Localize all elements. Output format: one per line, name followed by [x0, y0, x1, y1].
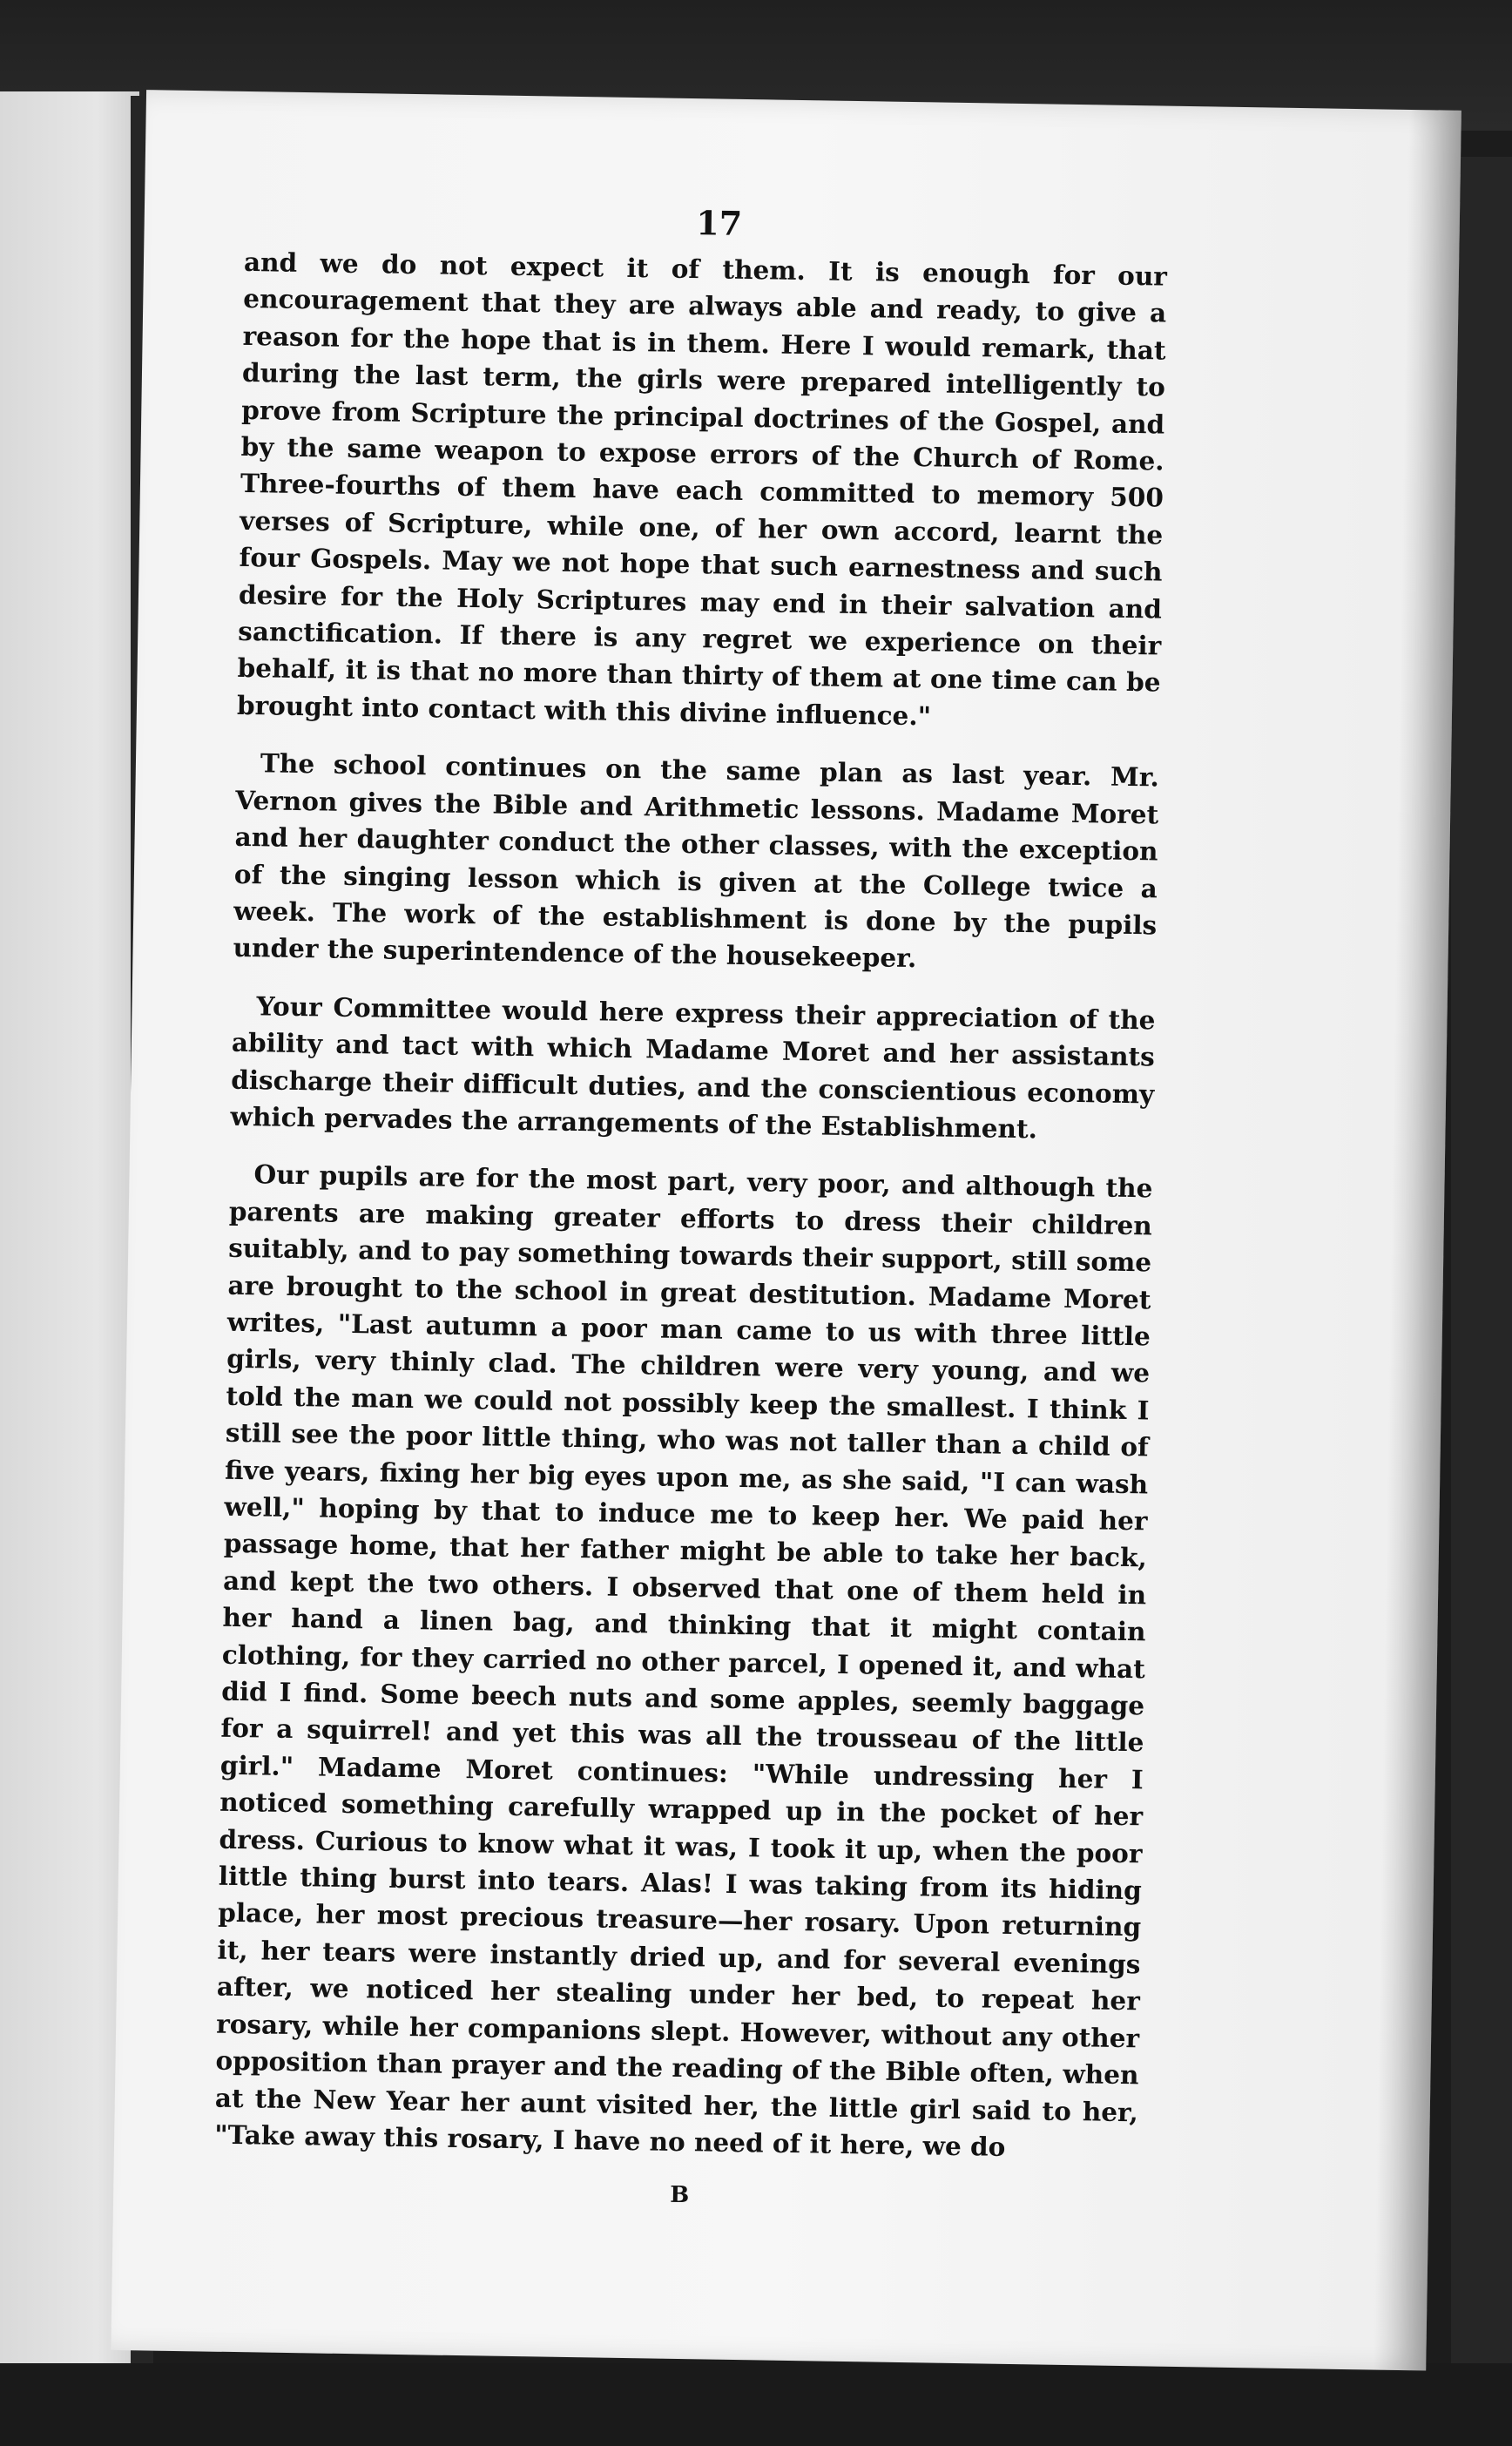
paragraph-2: The school continues on the same plan as last year. Mr. Vernon gives the Bible and Arithmetic lessons. Madame Moret and her daughter conduct the other classes, with the exception of the singing lesson which is given at the College twice a week. The work of the establishment is done by the pupils under the superintendence of the housekeeper.	[233, 747, 1160, 974]
scan-background-bottom	[0, 2363, 1512, 2446]
page-number: 17	[695, 203, 743, 243]
paragraph-4: Our pupils are for the most part, very poor, and although the parents are making greater efforts to dress their children suitably, and to pay something towards their support, still some are brought to the school in great destitution. Madame Moret writes, "Last autumn a poor man came to us with three little girls, very thinly clad. The children were very young, and we told the man we could not possibly keep the smallest. I think I still see the poor little thing, who was not taller than a child of five years, fixing her big eyes upon me, as she said, "I can wash well," hoping by that to induce me to keep her. We paid her passage home, that her father might be able to take her back, and kept the two others. I observed that one of them held in her hand a linen bag, and thinking that it might contain clothing, for they carried no other parcel, I opened it, and what did I find. Some beech nuts and some apples, seemly baggage for a squirrel! and yet this was all the trousseau of the little girl." Madame Moret continues: "While undressing her I noticed something carefully wrapped up in the pocket of her dress. Curious to know what it was, I took it up, when the poor little thing burst into tears. Alas! I was taking from its hiding place, her most precious treasure—her rosary. Upon returning it, her tears were instantly dried up, and for several evenings after, we noticed her stealing under her bed, to repeat her rosary, while her companions slept. However, without any other opposition than prayer and the reading of the Bible often, when at the New Year her aunt visited her, the little girl said to her, "Take away this rosary, I have no need of it here, we do	[213, 1159, 1153, 2162]
scan-background-right	[1451, 157, 1512, 2387]
paragraph-3: Your Committee would here express their appreciation of the ability and tact with which Madame Moret and her assistants discharge their difficult duties, and the conscientious economy which pervades the arrangements of the Establishment.	[230, 990, 1156, 1145]
book-page	[111, 90, 1461, 2370]
page-edge-shadow	[1374, 110, 1461, 2371]
page-text	[213, 203, 1168, 2220]
paragraph-1: and we do not expect it of them. It is enough for our encouragement that they are always able and ready, to give a reason for the hope that is in them. Here I would remark, that during the last term, the girls were prepared intelligently to prove from Scripture the principal doctrines of the Gospel, and by the same weapon to expose errors of the Church of Rome. Three-fourths of them have each committed to memory 500 verses of Scripture, while one, of her own accord, learnt the four Gospels. May we not hope that such earnestness and such desire for the Holy Scriptures may end in their salvation and sanctification. If there is any regret we experience on their behalf, it is that no more than thirty of them at one time can be brought into contact with this divine influence."	[236, 246, 1168, 732]
signature-mark: B	[669, 2182, 690, 2209]
